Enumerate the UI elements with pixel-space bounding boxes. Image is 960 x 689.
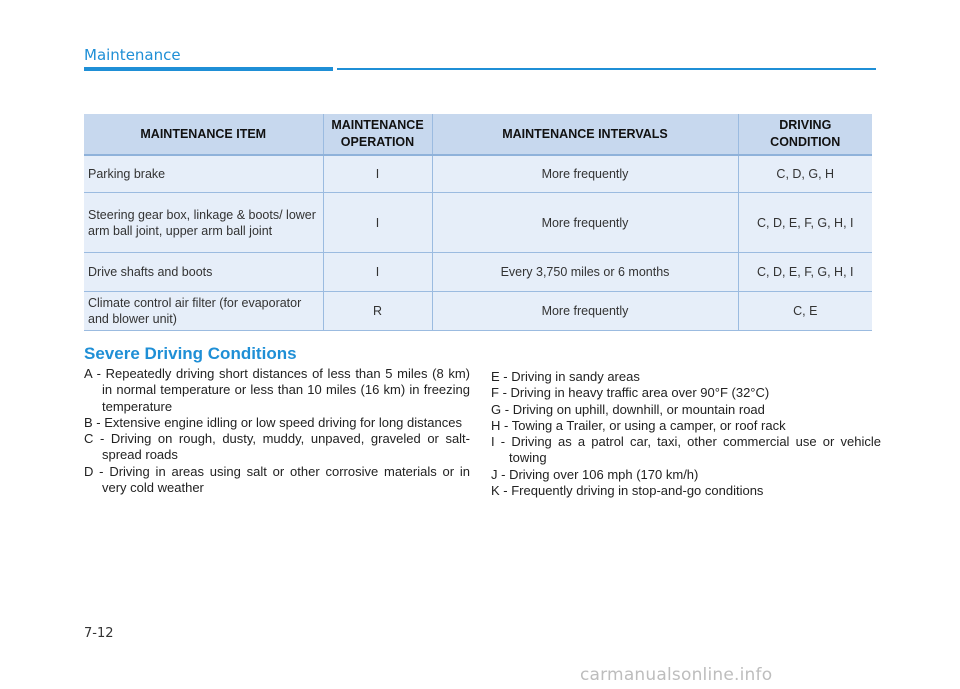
cell-interval: More frequently [432,193,738,253]
cell-condition: C, D, E, F, G, H, I [738,193,872,253]
condition-item: C - Driving on rough, dusty, muddy, unpaved, graveled or salt-spread roads [84,431,471,463]
condition-text: Frequently driving in stop-and-go conditions [511,483,764,499]
header-driving-condition: DRIVING CONDITION [738,114,872,155]
cell-interval: More frequently [432,155,738,193]
condition-code: C [84,431,94,447]
condition-code: F [491,385,499,401]
cell-item: Climate control air filter (for evaporator and blower unit) [84,292,323,331]
cell-operation: I [323,193,432,253]
condition-item: A - Repeatedly driving short distances of less than 5 miles (8 km) in normal temperature or less than 10 miles (16 km) in freezing temperature [84,366,470,414]
condition-code: H [491,417,501,433]
section-title: Maintenance [84,46,181,64]
condition-text: Driving in areas using salt or other corrosive materials or in very cold weather [102,463,470,496]
header-rule-thick [84,67,333,71]
condition-item: J - Driving over 106 mph (170 km/h) [491,466,699,482]
condition-text: Repeatedly driving short distances of less than 5 miles (8 km) in normal temperature or less than 10 miles (16 km) in freezing temperature [102,366,470,414]
condition-item: G - Driving on uphill, downhill, or mountain road [491,401,765,417]
condition-text: Driving over 106 mph (170 km/h) [509,466,699,482]
condition-item: D - Driving in areas using salt or other corrosive materials or in very cold weather [84,463,470,496]
condition-code: I [491,434,495,450]
watermark: carmanualsonline.info [580,665,773,685]
condition-text: Driving in heavy traffic area over 90°F (32°C) [510,385,770,401]
condition-item: F - Driving in heavy traffic area over 90°F (32°C) [491,385,770,401]
condition-item: H - Towing a Trailer, or using a camper, or roof rack [491,417,786,433]
table-row [84,193,872,253]
cell-item: Drive shafts and boots [84,253,323,292]
severe-conditions-title: Severe Driving Conditions [84,344,297,363]
cell-condition: C, D, E, F, G, H, I [738,253,872,292]
condition-item: B - Extensive engine idling or low speed driving for long distances [84,414,462,430]
table-header-row [84,114,872,155]
condition-code: J [491,466,498,482]
table-row [84,253,872,292]
cell-condition: C, D, G, H [738,155,872,193]
condition-text: Towing a Trailer, or using a camper, or roof rack [511,417,786,433]
condition-code: D [84,463,94,479]
cell-interval: Every 3,750 miles or 6 months [432,253,738,292]
maintenance-table [84,114,872,331]
condition-text: Driving on rough, dusty, muddy, unpaved, graveled or salt-spread roads [102,431,471,463]
condition-text: Driving in sandy areas [511,369,640,384]
header-maintenance-item: MAINTENANCE ITEM [84,114,323,155]
header-rule-thin [337,68,876,70]
table-row [84,292,872,331]
condition-code: G [491,401,502,417]
cell-operation: I [323,253,432,292]
cell-condition: C, E [738,292,872,331]
condition-text: Driving as a patrol car, taxi, other commercial use or vehicle towing [509,434,881,466]
cell-operation: I [323,155,432,193]
header-maintenance-intervals: MAINTENANCE INTERVALS [432,114,738,155]
cell-item: Steering gear box, linkage & boots/ lower arm ball joint, upper arm ball joint [84,193,323,253]
header-maintenance-operation: MAINTENANCE OPERATION [323,114,432,155]
cell-operation: R [323,292,432,331]
conditions-column-left [84,366,470,496]
cell-item: Parking brake [84,155,323,193]
conditions-column-right [491,369,881,499]
condition-text: Extensive engine idling or low speed driving for long distances [104,414,462,430]
condition-code: B [84,414,93,430]
condition-code: A [84,366,92,381]
condition-code: E [491,369,500,384]
cell-interval: More frequently [432,292,738,331]
condition-item: E - Driving in sandy areas [491,369,640,384]
condition-text: Driving on uphill, downhill, or mountain road [512,401,765,417]
condition-code: K [491,483,500,499]
table-row [84,155,872,193]
condition-item: I - Driving as a patrol car, taxi, other commercial use or vehicle towing [491,434,881,466]
condition-item: K - Frequently driving in stop-and-go conditions [491,483,764,499]
page-number: 7-12 [84,626,114,641]
